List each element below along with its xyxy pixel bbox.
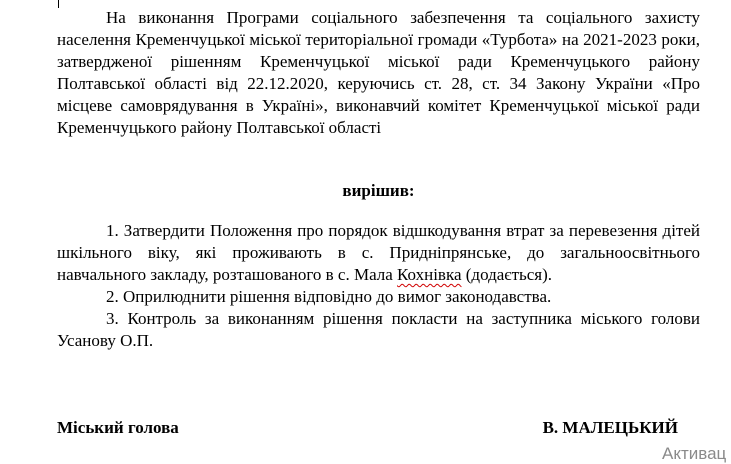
signature-name: В. МАЛЕЦЬКИЙ <box>542 418 678 437</box>
spellcheck-flagged-word[interactable]: Кохнівка <box>397 265 462 284</box>
activation-watermark: Активац <box>662 444 727 463</box>
document-page <box>57 0 700 463</box>
list-item-1-text: 1. Затвердити Положення про порядок відшкодування втрат за перевезення дітей шкільного віку, які проживають в с. Придніпрянське, до загальноосвітнього навчального закладу, розташованого в с. Мала <box>57 221 700 284</box>
list-item-3: 3. Контроль за виконанням рішення покласти на заступника міського голови Усанову О.П. <box>57 309 700 350</box>
list-item-2: 2. Оприлюднити рішення відповідно до вимог законодавства. <box>106 287 552 306</box>
list-item-1 <box>57 220 700 286</box>
intro-paragraph: На виконання Програми соціального забезпечення та соціального захисту населення Кременчуцької міської територіальної громади «Турбота» на 2021-2023 роки, затвердженої рішенням Кременчуцької міської ради Кременчуцького району Полтавської області від 22.12.2020, керуючись ст. 28, ст. 34 Закону України «Про місцеве самоврядування в Україні», виконавчий комітет Кременчуцької міської ради Кременчуцького району Полтавської області <box>57 8 700 137</box>
list-item-1-tail: (додається). <box>461 265 553 284</box>
signature-title: Міський голова <box>57 418 179 437</box>
decision-list <box>57 220 700 352</box>
decision-heading: вирішив: <box>342 181 415 200</box>
